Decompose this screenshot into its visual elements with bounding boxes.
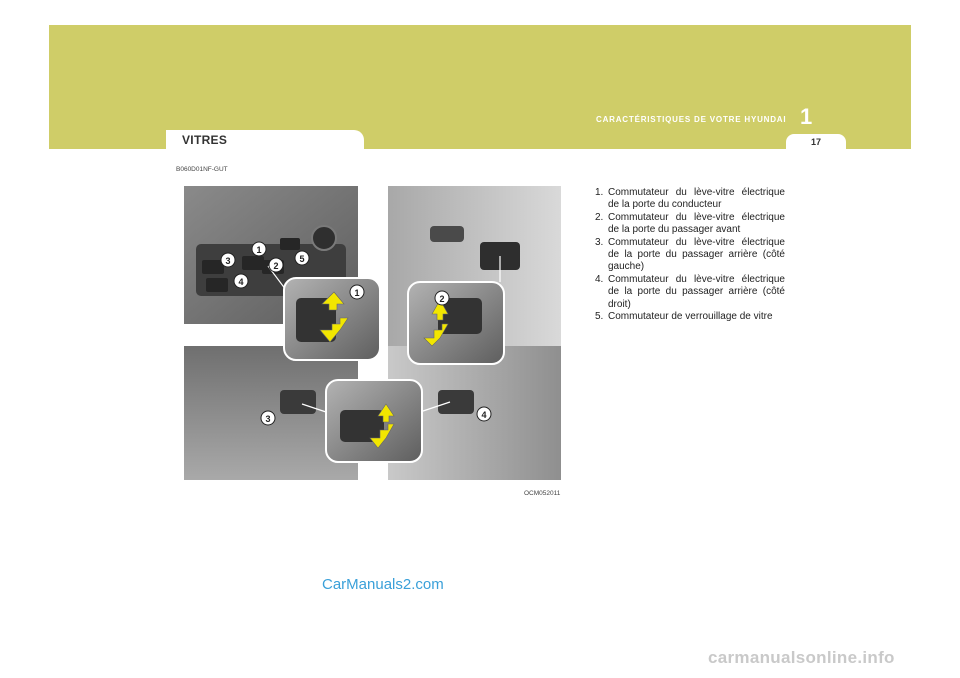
- list-item-number: 2.: [595, 211, 604, 223]
- svg-text:1: 1: [256, 245, 262, 255]
- callout-3: [221, 253, 235, 267]
- switch-driver: [242, 256, 264, 270]
- chapter-number: 1: [800, 104, 813, 129]
- list-item-text: Commutateur du lève-vitre électrique de la porte du passager arrière (côté gauche): [608, 236, 785, 273]
- list-item-number: 4.: [595, 273, 604, 285]
- list-item-text: Commutateur du lève-vitre électrique de la porte du passager arrière (côté droit): [608, 273, 785, 310]
- window-switch-figure: [184, 186, 561, 480]
- svg-text:2: 2: [273, 261, 279, 271]
- watermark-carmanualsonline: carmanualsonline.info: [708, 648, 895, 667]
- list-item-text: Commutateur du lève-vitre électrique de la porte du conducteur: [608, 187, 785, 211]
- svg-text:1: 1: [354, 288, 360, 298]
- callout-1-inset: [350, 285, 364, 299]
- switch-rear-right: [206, 278, 228, 292]
- section-title-tab: [166, 130, 364, 150]
- list-item-text: Commutateur de verrouillage de vitre: [608, 311, 773, 323]
- list-item-number: 1.: [595, 187, 604, 198]
- mirror-control-knob: [312, 226, 336, 250]
- list-item-number: 3.: [595, 236, 604, 248]
- svg-text:5: 5: [299, 254, 305, 264]
- passenger-lock-button: [430, 226, 464, 242]
- switch-lock: [280, 238, 300, 250]
- zoom-switch-body: [340, 410, 384, 442]
- page-number-tab: [786, 134, 846, 150]
- svg-text:3: 3: [225, 256, 231, 266]
- svg-text:4: 4: [481, 410, 487, 420]
- running-section-title: CARACTÉRISTIQUES DE VOTRE HYUNDAI: [596, 115, 787, 124]
- list-item: [595, 187, 785, 212]
- switch-list: [595, 187, 785, 323]
- section-title: VITRES: [182, 133, 228, 147]
- page-number: 17: [810, 137, 821, 147]
- callout-4-rear: [477, 407, 491, 421]
- rear-left-switch: [280, 390, 316, 414]
- svg-text:3: 3: [265, 414, 271, 424]
- list-item: [595, 311, 785, 323]
- document-code: B060D01NF-GUT: [176, 166, 228, 173]
- callout-1: [252, 242, 266, 256]
- callout-3-rear: [261, 411, 275, 425]
- callout-2-inset: [435, 291, 449, 305]
- svg-text:2: 2: [439, 294, 445, 304]
- callout-4: [234, 274, 248, 288]
- callout-2: [269, 258, 283, 272]
- list-item-text: Commutateur du lève-vitre électrique de la porte du passager avant: [608, 211, 785, 236]
- svg-text:4: 4: [238, 277, 244, 287]
- switch-rear-left: [202, 260, 224, 274]
- list-item: [595, 212, 785, 237]
- watermark-carmanuals2: CarManuals2.com: [322, 576, 444, 593]
- list-item: [595, 237, 785, 274]
- list-item: [595, 274, 785, 311]
- image-code: OCM052011: [524, 490, 561, 497]
- callout-5: [295, 251, 309, 265]
- rear-right-switch: [438, 390, 474, 414]
- list-item-number: 5.: [595, 311, 604, 323]
